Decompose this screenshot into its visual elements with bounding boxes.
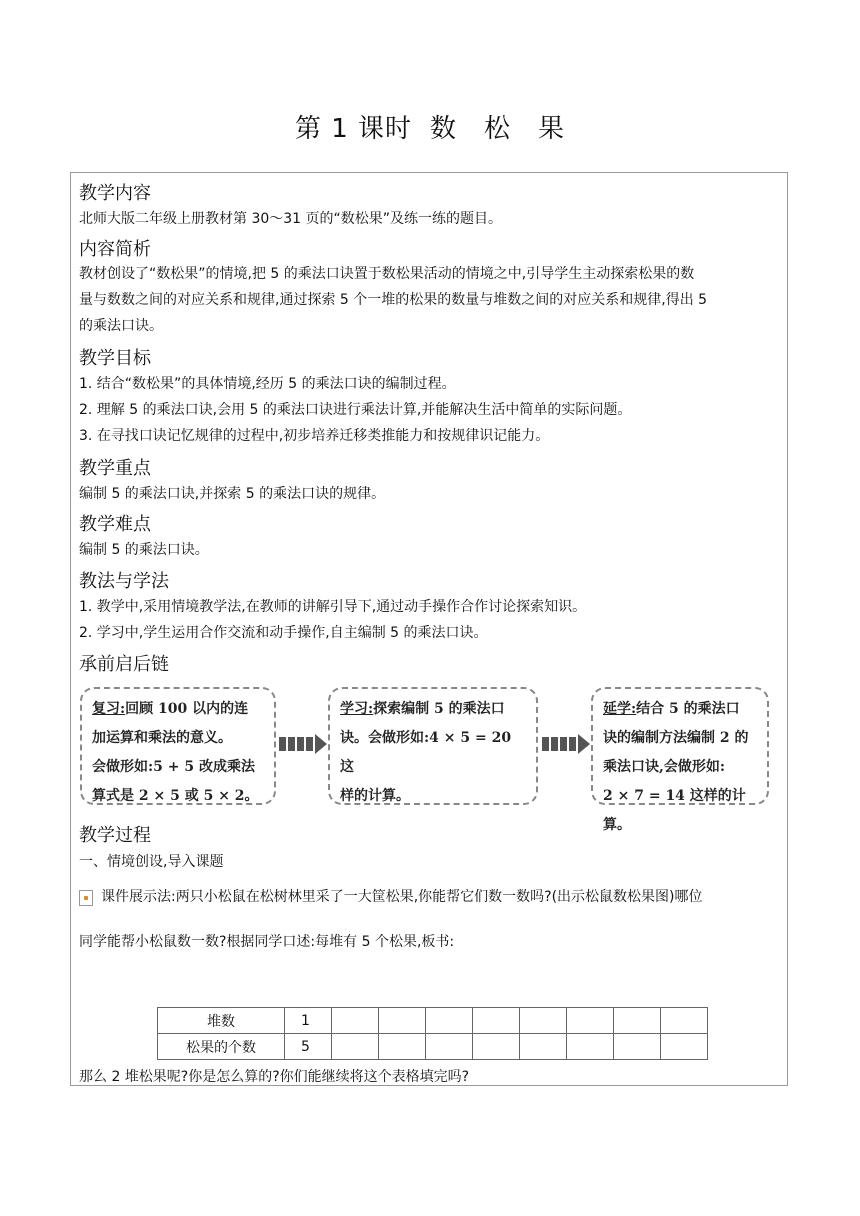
heading-content: 教学内容 <box>79 183 151 204</box>
heading-key-points: 教学重点 <box>79 458 151 479</box>
table-row <box>158 1034 708 1060</box>
chain-box-review: 复习:回顾 100 以内的连 加运算和乘法的意义。 会做形如:5 + 5 改成乘法 算式是 2 × 5 或 5 × 2。 <box>80 687 276 805</box>
heading-analysis: 内容简析 <box>79 239 151 260</box>
chain-label: 学习: <box>340 701 374 717</box>
method-item: 2. 学习中,学生运用合作交流和动手操作,自主编制 5 的乘法口诀。 <box>79 625 488 641</box>
analysis-line: 的乘法口诀。 <box>79 318 163 334</box>
chain-box-learn: 学习:探索编制 5 的乘法口 诀。会做形如:4 × 5 = 20 这 样的计算。 <box>328 687 538 805</box>
table-cell <box>661 1008 708 1034</box>
heading-difficulties: 教学难点 <box>79 514 151 535</box>
chain-box-extend: 延学:结合 5 的乘法口 诀的编制方法编制 2 的 乘法口诀,会做形如: 2 × 7 = 14 这样的计算。 <box>591 687 769 805</box>
lesson-plan-frame <box>70 172 788 1086</box>
table-cell <box>473 1008 520 1034</box>
process-line: 课件展示法:两只小松鼠在松树林里采了一大筐松果,你能帮它们数一数吗?(出示松鼠数松果图)哪位 <box>101 889 703 905</box>
table-cell <box>473 1034 520 1060</box>
process-line: 同学能帮小松鼠数一数?根据同学口述:每堆有 5 个松果,板书: <box>79 934 455 950</box>
heading-goals: 教学目标 <box>79 348 151 369</box>
heading-chain: 承前启后链 <box>79 654 169 675</box>
table-header-cell: 堆数 <box>158 1008 285 1034</box>
goals-list <box>79 371 779 449</box>
method-item: 1. 教学中,采用情境教学法,在教师的讲解引导下,通过动手操作合作讨论探索知识。 <box>79 599 587 615</box>
table-header-cell: 松果的个数 <box>158 1034 285 1060</box>
chain-label: 复习: <box>92 701 126 717</box>
methods-list <box>79 594 779 646</box>
analysis-line: 教材创设了“数松果”的情境,把 5 的乘法口诀置于数松果活动的情境之中,引导学生主动探索松果的数 <box>79 266 695 282</box>
table-cell <box>332 1008 379 1034</box>
table-cell <box>567 1034 614 1060</box>
table-cell <box>332 1034 379 1060</box>
table-row <box>158 1008 708 1034</box>
table-cell <box>614 1034 661 1060</box>
process-step-title: 一、情境创设,导入课题 <box>79 854 224 870</box>
table-cell: 5 <box>285 1034 332 1060</box>
table-cell <box>661 1034 708 1060</box>
heading-process: 教学过程 <box>79 825 151 846</box>
table-cell <box>379 1008 426 1034</box>
heading-methods: 教法与学法 <box>79 571 169 592</box>
table-cell <box>379 1034 426 1060</box>
flow-arrow-icon <box>542 734 590 754</box>
page-title <box>0 108 860 145</box>
content-text: 北师大版二年级上册教材第 30～31 页的“数松果”及练一练的题目。 <box>79 211 503 227</box>
table-cell <box>426 1034 473 1060</box>
goal-item: 3. 在寻找口诀记忆规律的过程中,初步培养迁移类推能力和按规律识记能力。 <box>79 428 550 444</box>
table-cell <box>426 1008 473 1034</box>
courseware-icon <box>79 890 93 906</box>
key-points-text: 编制 5 的乘法口诀,并探索 5 的乘法口诀的规律。 <box>79 486 386 502</box>
title-topic: 数 松 果 <box>430 114 566 144</box>
table-cell <box>520 1008 567 1034</box>
goal-item: 2. 理解 5 的乘法口诀,会用 5 的乘法口诀进行乘法计算,并能解决生活中简单的实际问题。 <box>79 402 632 418</box>
chain-label: 延学: <box>603 701 637 717</box>
table-cell <box>567 1008 614 1034</box>
analysis-paragraph <box>79 261 779 339</box>
table-cell <box>614 1008 661 1034</box>
difficulties-text: 编制 5 的乘法口诀。 <box>79 542 209 558</box>
process-question: 那么 2 堆松果呢?你是怎么算的?你们能继续将这个表格填完吗? <box>79 1069 470 1085</box>
goal-item: 1. 结合“数松果”的具体情境,经历 5 的乘法口诀的编制过程。 <box>79 376 456 392</box>
table-cell: 1 <box>285 1008 332 1034</box>
flow-arrow-icon <box>279 734 327 754</box>
board-table <box>157 1007 708 1060</box>
analysis-line: 量与数数之间的对应关系和规律,通过探索 5 个一堆的松果的数量与堆数之间的对应关系和规律,得出 5 <box>79 292 708 308</box>
title-lesson: 第 1 课时 <box>294 114 413 144</box>
table-cell <box>520 1034 567 1060</box>
